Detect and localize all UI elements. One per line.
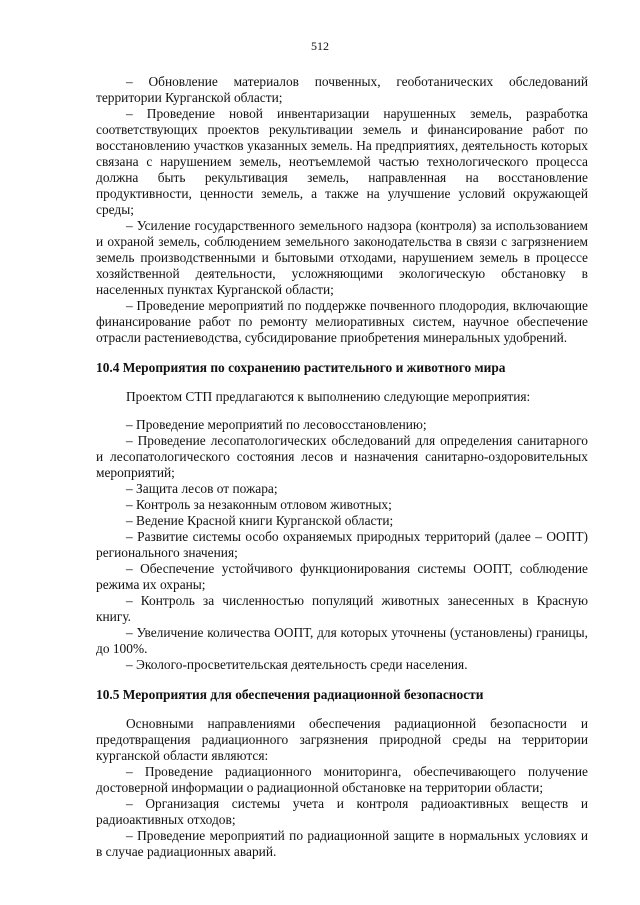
section-10-4-intro: Проектом СТП предлагаются к выполнению следующие мероприятия:	[126, 389, 531, 404]
paragraph-soil-survey: – Обновление материалов почвенных, геоботанических обследований территории Курганской области;	[96, 74, 588, 105]
list-item: – Увеличение количества ООПТ, для которых уточнены (установлены) границы, до 100%.	[96, 625, 588, 656]
list-item: – Проведение мероприятий по лесовосстановлению;	[126, 417, 427, 432]
list-item: – Ведение Красной книги Курганской области;	[126, 513, 394, 528]
list-item: – Развитие системы особо охраняемых природных территорий (далее – ООПТ) регионального значения;	[96, 529, 588, 560]
section-heading-10-4: 10.4 Мероприятия по сохранению растительного и животного мира	[96, 360, 506, 375]
list-item: – Проведение мероприятий по радиационной защите в нормальных условиях и в случае радиационных аварий.	[96, 828, 588, 859]
page-number: 512	[311, 39, 329, 53]
list-item: – Обеспечение устойчивого функционирования системы ООПТ, соблюдение режима их охраны;	[96, 561, 588, 592]
paragraph-land-supervision: – Усиление государственного земельного надзора (контроля) за использованием и охраной земель, соблюдением земельного законодательства в связи с загрязнением земель производственными и бытовыми отходами, нарушением земель в процессе хозяйственной деятельности, усложняющими экологическую обстановку в населенных пунктах Курганской области;	[96, 218, 588, 297]
list-item: – Защита лесов от пожара;	[126, 481, 278, 496]
paragraph-soil-fertility: – Проведение мероприятий по поддержке почвенного плодородия, включающие финансирование работ по ремонту мелиоративных систем, научное обеспечение отрасли растениеводства, субсидирование приобретения минеральных удобрений.	[96, 298, 588, 345]
section-10-5-intro: Основными направлениями обеспечения радиационной безопасности и предотвращения радиационного загрязнения природной среды на территории курганской области являются:	[96, 716, 588, 763]
paragraph-land-inventory: – Проведение новой инвентаризации нарушенных земель, разработка соответствующих проектов рекультивации земель и финансирование работ по восстановлению участков указанных земель. На предприятиях, деятельность которых связана с нарушением земель, неотъемлемой частью технологического процесса должна быть рекультивация земель, направленная на восстановление продуктивности, ценности земель, а также на улучшение условий окружающей среды;	[96, 106, 588, 217]
page-content	[96, 74, 588, 860]
list-item: – Эколого-просветительская деятельность среди населения.	[126, 657, 468, 672]
list-item: – Организация системы учета и контроля радиоактивных веществ и радиоактивных отходов;	[96, 796, 588, 827]
list-item: – Контроль за незаконным отловом животных;	[126, 497, 392, 512]
section-heading-10-5: 10.5 Мероприятия для обеспечения радиационной безопасности	[96, 687, 484, 702]
list-item: – Проведение лесопатологических обследований для определения санитарного и лесопатологического состояния лесов и назначения санитарно-оздоровительных мероприятий;	[96, 433, 588, 480]
list-item: – Проведение радиационного мониторинга, обеспечивающего получение достоверной информации о радиационной обстановке на территории области;	[96, 764, 588, 795]
list-item: – Контроль за численностью популяций животных занесенных в Красную книгу.	[96, 593, 588, 624]
